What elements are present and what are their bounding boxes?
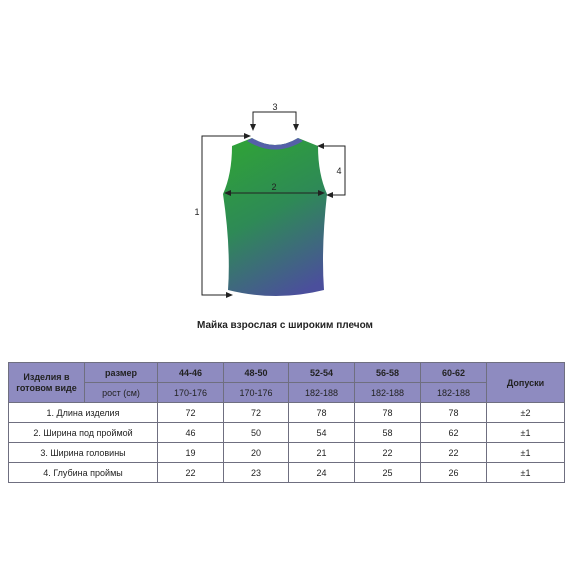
- garment-title: Майка взрослая с широким плечом: [197, 320, 373, 331]
- table-cell: 78: [289, 403, 355, 423]
- size-col-5: 60-62: [421, 363, 487, 383]
- row-label: 3. Ширина головины: [9, 443, 158, 463]
- table-cell: 20: [224, 443, 289, 463]
- height-col-3: 182-188: [289, 383, 355, 403]
- tolerance-cell: ±1: [487, 423, 565, 443]
- size-chart-table: [8, 362, 565, 483]
- height-col-5: 182-188: [421, 383, 487, 403]
- table-cell: 72: [224, 403, 289, 423]
- table-cell: 54: [289, 423, 355, 443]
- measure-label-1: 1: [194, 207, 200, 217]
- table-row: [9, 463, 565, 483]
- tolerance-header: Допуски: [487, 363, 565, 403]
- measure-line-3: [253, 112, 296, 128]
- tolerance-cell: ±1: [487, 443, 565, 463]
- table-cell: 78: [421, 403, 487, 423]
- size-header: размер: [85, 363, 158, 383]
- size-col-3: 52-54: [289, 363, 355, 383]
- tolerance-cell: ±1: [487, 463, 565, 483]
- tolerance-cell: ±2: [487, 403, 565, 423]
- corner-header: Изделия в готовом виде: [9, 363, 85, 403]
- table-cell: 22: [421, 443, 487, 463]
- table-cell: 58: [355, 423, 421, 443]
- table-header-row: [9, 363, 565, 383]
- measure-label-4: 4: [336, 166, 342, 176]
- tank-top-shape: [223, 138, 327, 296]
- height-header: рост (см): [85, 383, 158, 403]
- table-row: [9, 423, 565, 443]
- measure-label-3: 3: [272, 102, 278, 112]
- size-col-1: 44-46: [158, 363, 224, 383]
- table-cell: 19: [158, 443, 224, 463]
- size-col-4: 56-58: [355, 363, 421, 383]
- table-cell: 62: [421, 423, 487, 443]
- size-col-2: 48-50: [224, 363, 289, 383]
- height-col-4: 182-188: [355, 383, 421, 403]
- table-row: [9, 443, 565, 463]
- table-cell: 46: [158, 423, 224, 443]
- table-cell: 25: [355, 463, 421, 483]
- table-cell: 24: [289, 463, 355, 483]
- measure-label-2: 2: [271, 182, 277, 192]
- table-cell: 23: [224, 463, 289, 483]
- table-cell: 72: [158, 403, 224, 423]
- row-label: 1. Длина изделия: [9, 403, 158, 423]
- table-cell: 78: [355, 403, 421, 423]
- height-col-2: 170-176: [224, 383, 289, 403]
- table-cell: 21: [289, 443, 355, 463]
- table-cell: 26: [421, 463, 487, 483]
- table-cell: 50: [224, 423, 289, 443]
- height-header-row: [9, 383, 565, 403]
- height-col-1: 170-176: [158, 383, 224, 403]
- row-label: 4. Глубина проймы: [9, 463, 158, 483]
- row-label: 2. Ширина под проймой: [9, 423, 158, 443]
- table-row: [9, 403, 565, 423]
- table-cell: 22: [355, 443, 421, 463]
- table-cell: 22: [158, 463, 224, 483]
